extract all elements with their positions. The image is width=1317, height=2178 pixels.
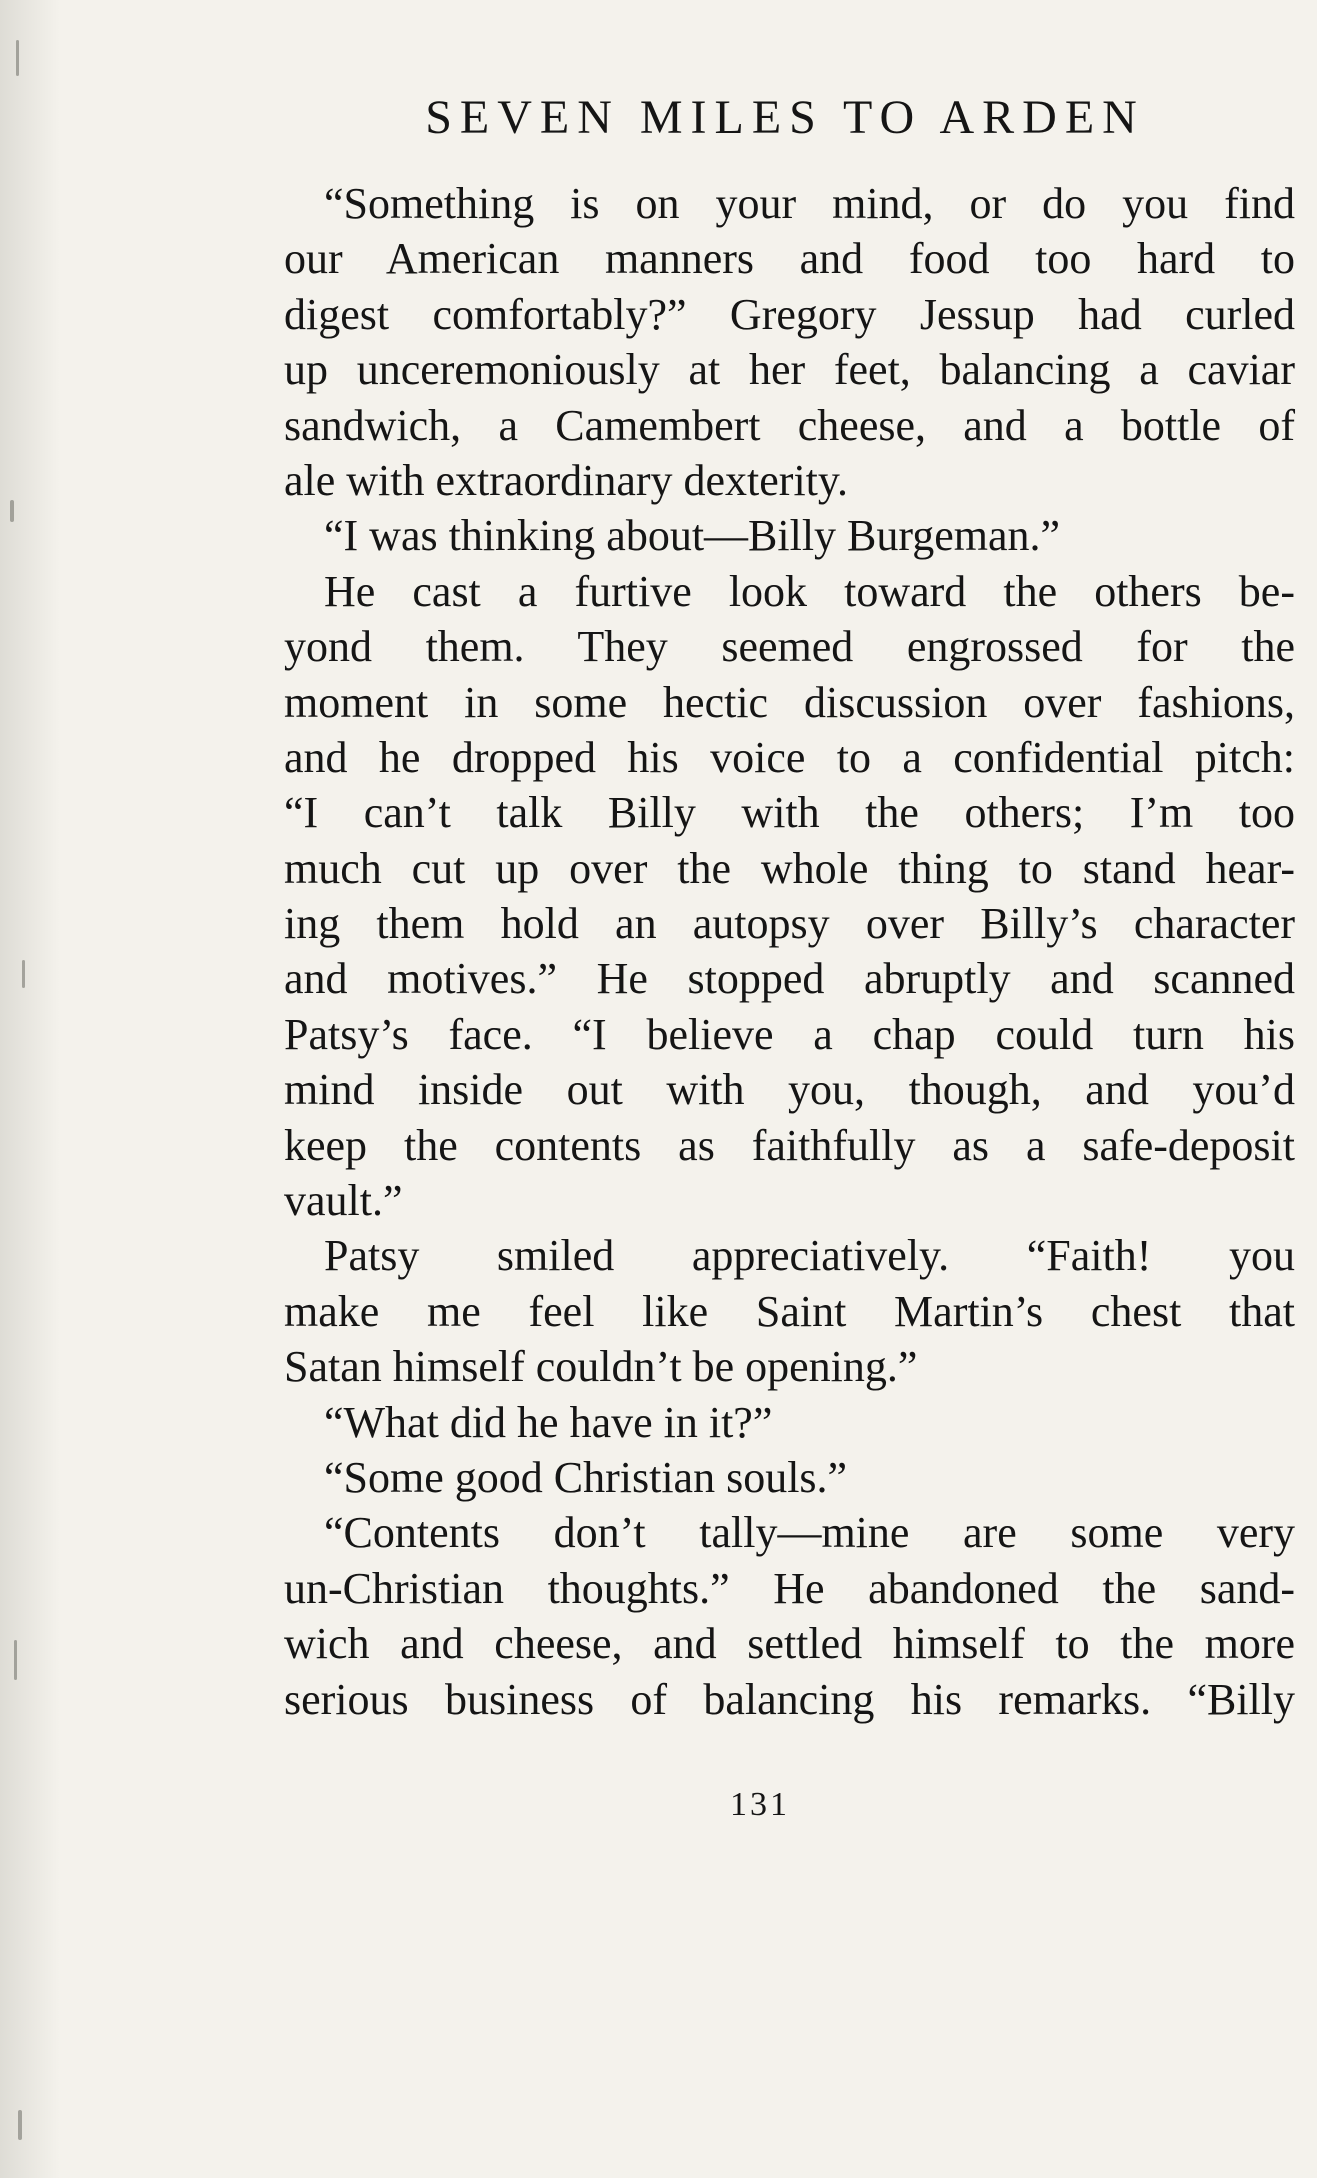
text-line: much cut up over the whole thing to stand hear-: [284, 843, 1295, 893]
text-line: ale with extraordinary dexterity.: [284, 455, 849, 505]
text-line: up unceremoniously at her feet, balancing a caviar: [284, 345, 1295, 395]
paper-speck: [16, 40, 19, 76]
text-line: “I can’t talk Billy with the others; I’m too: [284, 788, 1295, 838]
text-line: He cast a furtive look toward the others be-: [324, 566, 1295, 616]
text-line: un-Christian thoughts.” He abandoned the sand-: [284, 1563, 1295, 1613]
running-head: SEVEN MILES TO ARDEN: [425, 91, 1145, 144]
text-line: vault.”: [284, 1176, 403, 1226]
text-line: moment in some hectic discussion over fashions,: [284, 677, 1295, 727]
text-line: Patsy smiled appreciatively. “Faith! you: [324, 1231, 1295, 1281]
text-line: Patsy’s face. “I believe a chap could turn his: [284, 1009, 1295, 1059]
text-line: sandwich, a Camembert cheese, and a bottle of: [284, 400, 1295, 450]
text-line: make me feel like Saint Martin’s chest that: [284, 1286, 1295, 1336]
body-text: [284, 176, 1295, 1727]
text-line: “Some good Christian souls.”: [324, 1452, 848, 1502]
text-line: Satan himself couldn’t be opening.”: [284, 1342, 918, 1392]
text-line: “Contents don’t tally—mine are some very: [324, 1508, 1295, 1558]
paper-speck: [10, 500, 14, 522]
text-line: and motives.” He stopped abruptly and scanned: [284, 954, 1295, 1004]
text-line: “What did he have in it?”: [324, 1397, 773, 1447]
text-line: wich and cheese, and settled himself to the more: [284, 1619, 1295, 1669]
paper-speck: [22, 960, 25, 988]
text-line: our American manners and food too hard to: [284, 234, 1295, 284]
text-line: “Something is on your mind, or do you find: [324, 179, 1295, 228]
paper-speck: [14, 1640, 17, 1680]
gutter-shadow: [0, 0, 60, 2178]
text-line: keep the contents as faithfully as a safe-deposit: [284, 1120, 1295, 1170]
text-line: mind inside out with you, though, and you’d: [284, 1065, 1295, 1115]
page-number: 131: [730, 1786, 790, 1823]
text-line: serious business of balancing his remarks. “Billy: [284, 1674, 1295, 1724]
text-line: yond them. They seemed engrossed for the: [284, 622, 1295, 672]
text-line: and he dropped his voice to a confidential pitch:: [284, 732, 1295, 782]
paper-speck: [18, 2110, 22, 2140]
text-line: digest comfortably?” Gregory Jessup had curled: [284, 289, 1295, 339]
text-line: ing them hold an autopsy over Billy’s character: [284, 899, 1295, 949]
text-line: “I was thinking about—Billy Burgeman.”: [324, 511, 1061, 561]
